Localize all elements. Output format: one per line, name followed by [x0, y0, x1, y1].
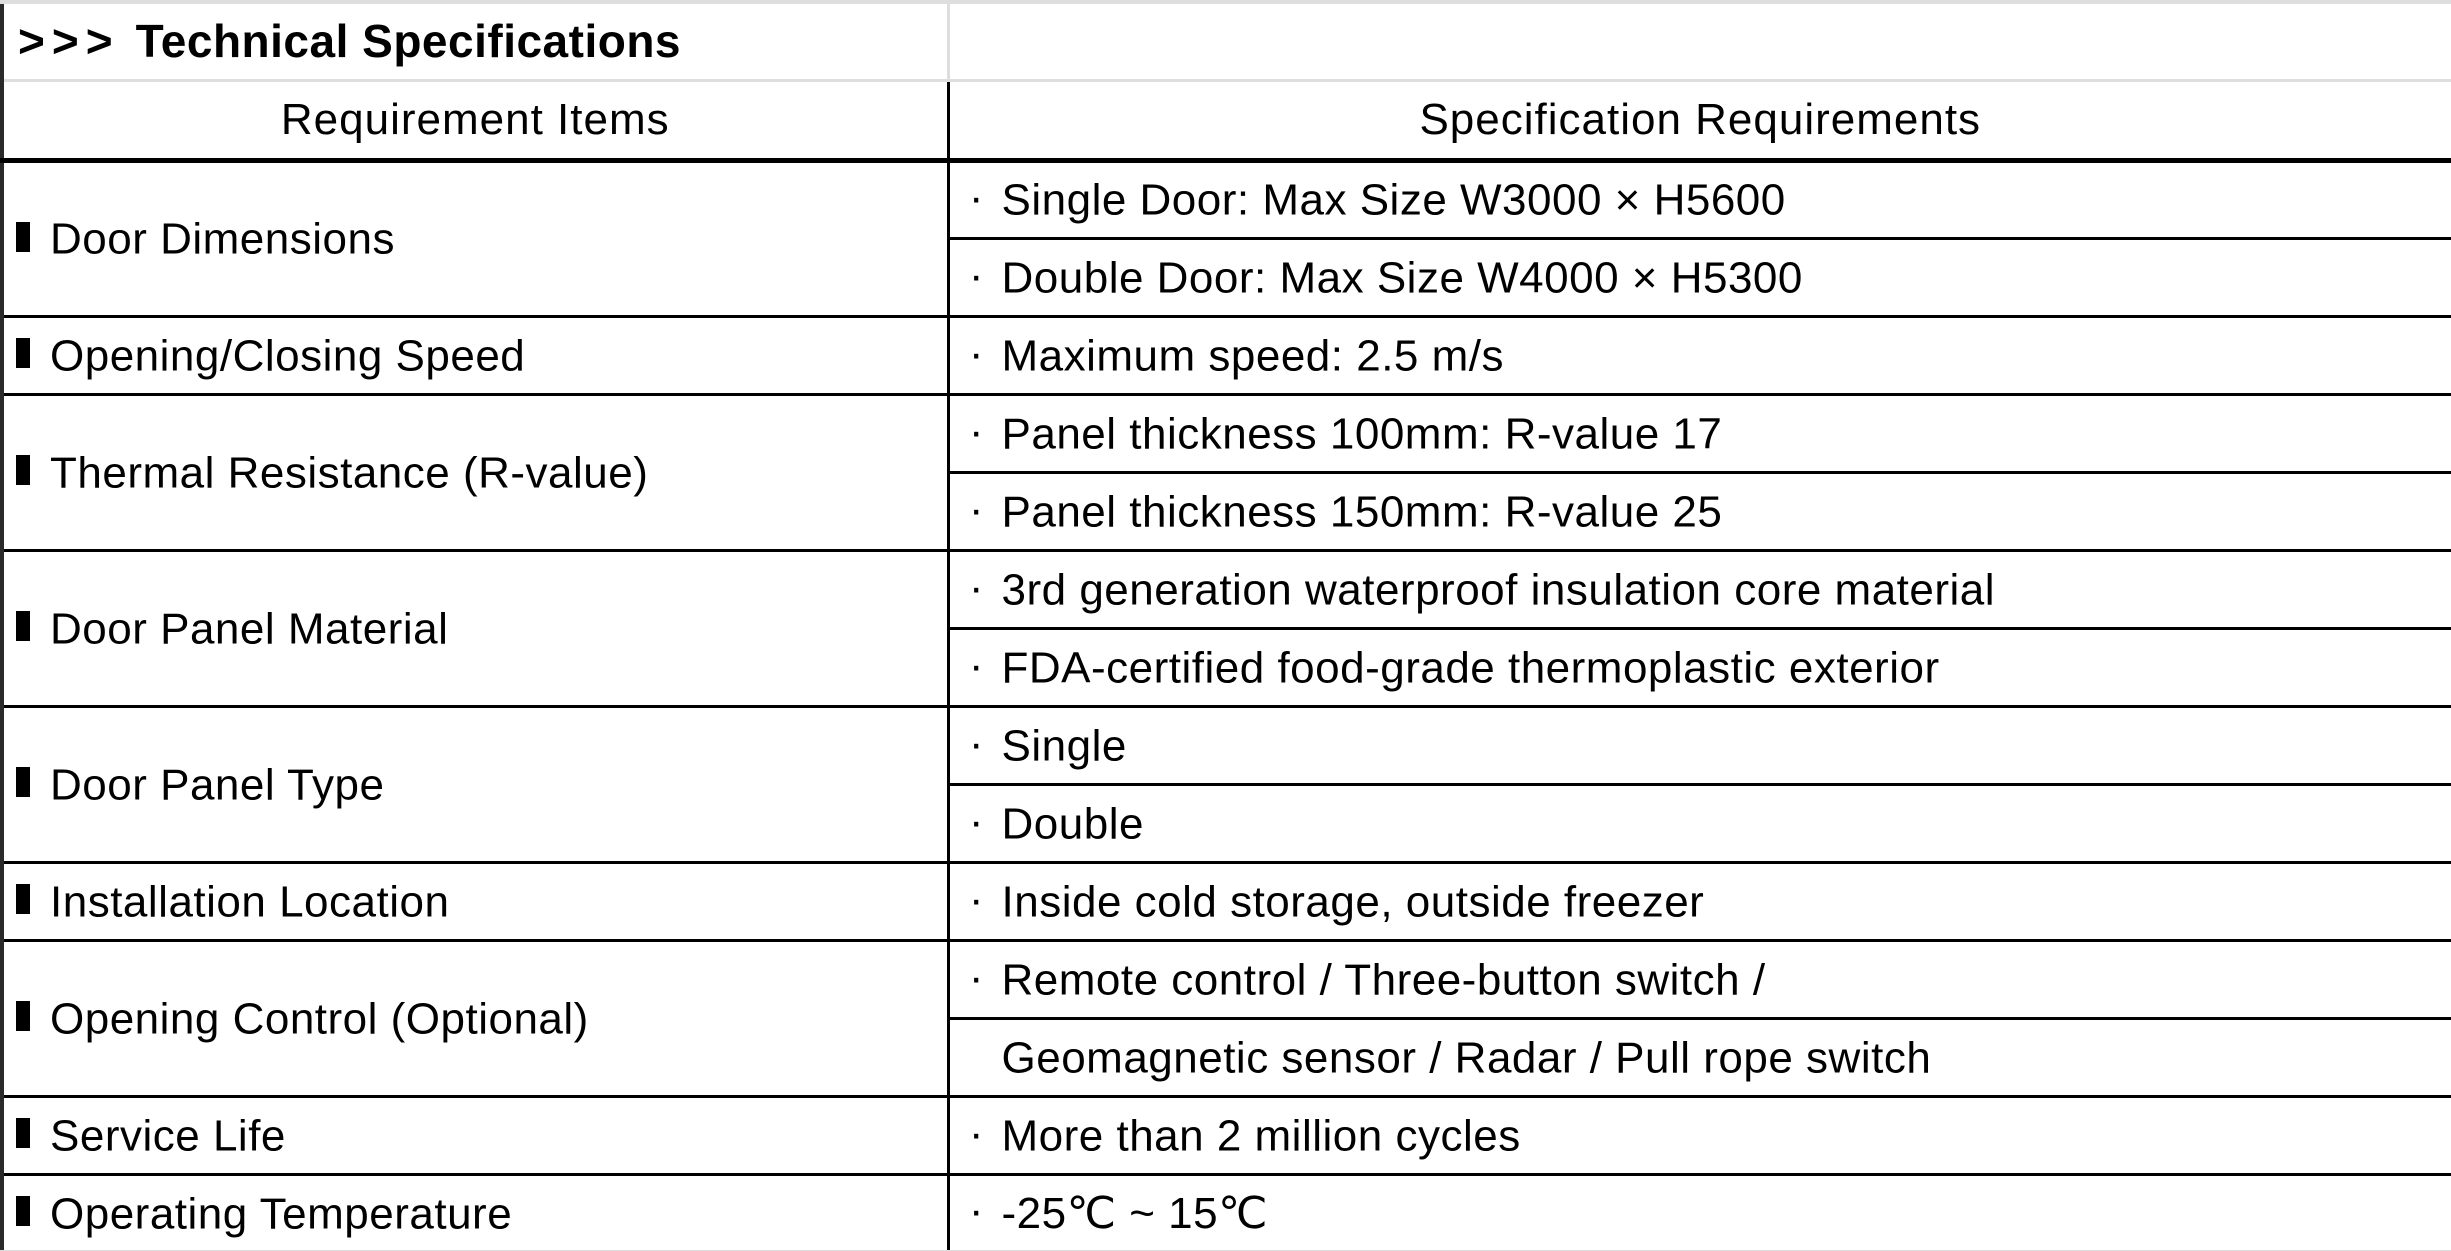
title-empty-cell [948, 2, 2451, 80]
spec-text: Single [1001, 721, 1127, 771]
spec-cell [948, 160, 2451, 238]
spec-text: Double Door: Max Size W4000 × H5300 [1001, 253, 1803, 303]
bullet-dot-icon: · [968, 406, 985, 456]
square-marker-icon [16, 1196, 30, 1226]
bullet-dot-icon: · [968, 874, 985, 924]
item-cell-opening-control [2, 940, 948, 1096]
square-marker-icon [16, 338, 30, 368]
bullet-dot-icon: · [968, 1186, 985, 1236]
item-label: Thermal Resistance (R-value) [50, 448, 649, 498]
spec-cell [948, 1018, 2451, 1096]
table-row-door-panel-type [2, 706, 2451, 784]
column-header-specification-requirements: Specification Requirements [948, 80, 2451, 160]
bullet-dot-icon: · [968, 796, 985, 846]
item-cell-door-panel-material [2, 550, 948, 706]
spec-cell [948, 472, 2451, 550]
item-label: Operating Temperature [50, 1188, 513, 1238]
spec-cell [948, 706, 2451, 784]
bullet-dot-icon: · [968, 328, 985, 378]
item-label: Service Life [50, 1111, 286, 1161]
item-cell-operating-temperature [2, 1174, 948, 1251]
spec-cell [948, 862, 2451, 940]
spec-cell [948, 1096, 2451, 1174]
spec-cell [948, 550, 2451, 628]
item-label: Door Dimensions [50, 214, 395, 264]
square-marker-icon [16, 611, 30, 641]
item-label: Installation Location [50, 877, 450, 927]
spec-text: Panel thickness 100mm: R-value 17 [1001, 409, 1723, 459]
column-header-requirement-items: Requirement Items [2, 80, 948, 160]
bullet-dot-icon: · [968, 173, 985, 223]
table-row-door-panel-material [2, 550, 2451, 628]
table-row-installation-location [2, 862, 2451, 940]
table-row-thermal-resistance [2, 394, 2451, 472]
spec-text: 3rd generation waterproof insulation core material [1001, 565, 1996, 615]
item-cell-installation-location [2, 862, 948, 940]
bullet-dot-icon: · [968, 250, 985, 300]
table-row-operating-temperature [2, 1174, 2451, 1251]
table-row-opening-closing-speed [2, 316, 2451, 394]
item-label: Opening Control (Optional) [50, 994, 589, 1044]
page-title-text: Technical Specifications [135, 15, 682, 68]
item-cell-opening-closing-speed [2, 316, 948, 394]
bullet-dot-icon: · [968, 718, 985, 768]
bullet-dot-icon: · [968, 1108, 985, 1158]
table-header-row [2, 80, 2451, 160]
item-cell-service-life [2, 1096, 948, 1174]
square-marker-icon [16, 767, 30, 797]
spec-text: Geomagnetic sensor / Radar / Pull rope switch [1001, 1033, 1932, 1083]
chevrons-icon: >>> [18, 15, 120, 68]
square-marker-icon [16, 1001, 30, 1031]
square-marker-icon [16, 884, 30, 914]
bullet-dot-icon: · [968, 952, 985, 1002]
spec-text: Panel thickness 150mm: R-value 25 [1001, 487, 1723, 537]
spec-text: FDA-certified food-grade thermoplastic exterior [1001, 643, 1940, 693]
title-row [2, 2, 2451, 80]
bullet-dot-icon: · [968, 484, 985, 534]
item-cell-door-panel-type [2, 706, 948, 862]
spec-text: Single Door: Max Size W3000 × H5600 [1001, 175, 1786, 225]
spec-cell [948, 1174, 2451, 1251]
spec-cell [948, 238, 2451, 316]
spec-cell [948, 628, 2451, 706]
spec-text: -25℃ ~ 15℃ [1001, 1189, 1269, 1239]
page-title [2, 2, 948, 80]
spec-text: Inside cold storage, outside freezer [1001, 877, 1705, 927]
spec-cell [948, 784, 2451, 862]
square-marker-icon [16, 455, 30, 485]
item-cell-thermal-resistance [2, 394, 948, 550]
table-row-service-life [2, 1096, 2451, 1174]
table-row-opening-control [2, 940, 2451, 1018]
table-row-door-dimensions [2, 160, 2451, 238]
bullet-dot-icon: · [968, 640, 985, 690]
item-label: Door Panel Type [50, 760, 385, 810]
spec-text: Double [1001, 799, 1144, 849]
item-label: Opening/Closing Speed [50, 331, 526, 381]
spec-text: Remote control / Three-button switch / [1001, 955, 1766, 1005]
square-marker-icon [16, 222, 30, 252]
spec-text: More than 2 million cycles [1001, 1111, 1521, 1161]
item-label: Door Panel Material [50, 604, 449, 654]
spec-text: Maximum speed: 2.5 m/s [1001, 331, 1504, 381]
bullet-dot-icon: · [968, 562, 985, 612]
square-marker-icon [16, 1118, 30, 1148]
item-cell-door-dimensions [2, 160, 948, 316]
spec-cell [948, 316, 2451, 394]
spec-cell [948, 940, 2451, 1018]
spec-cell [948, 394, 2451, 472]
